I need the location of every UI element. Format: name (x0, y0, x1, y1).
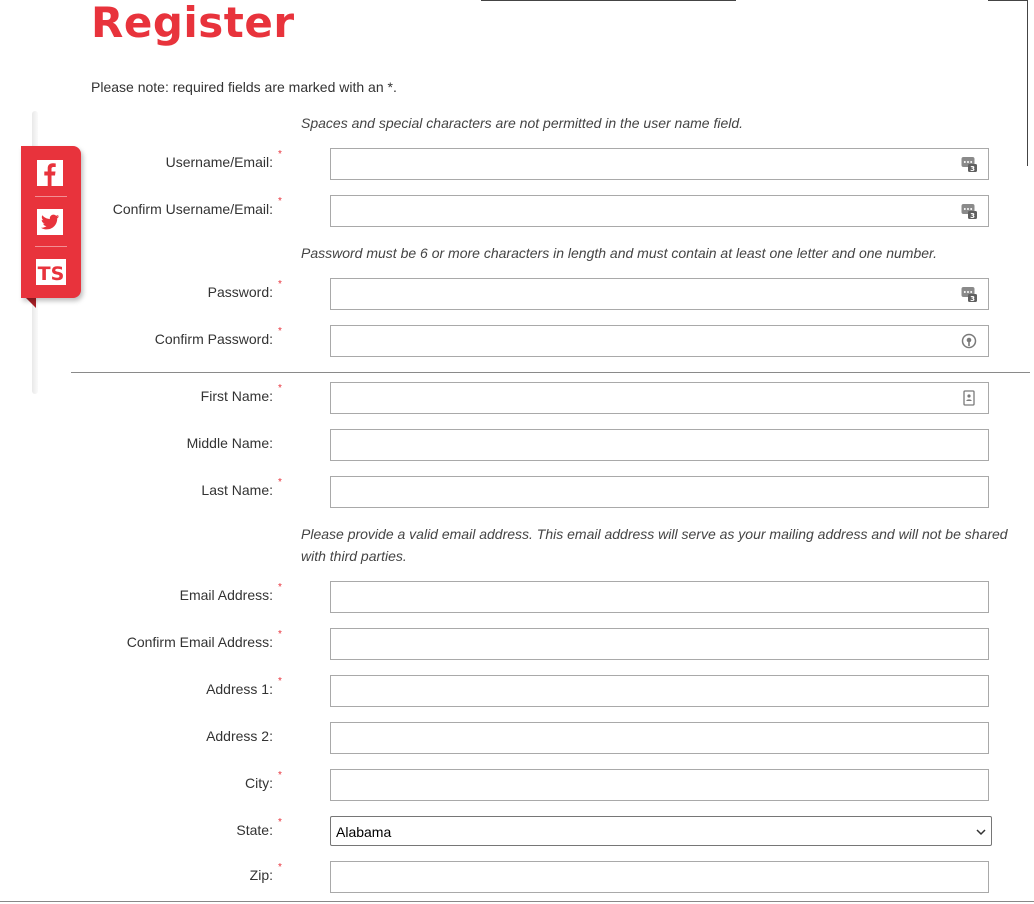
password-manager-icon[interactable] (961, 156, 977, 172)
required-asterisk: * (278, 676, 282, 687)
password-input[interactable] (330, 278, 989, 310)
confirm-email-field-wrapper (330, 628, 989, 660)
svg-text:3: 3 (970, 212, 975, 219)
state-select-box[interactable] (330, 816, 992, 846)
city-field-wrapper (330, 769, 989, 801)
confirm-username-label: Confirm Username/Email: (112, 201, 273, 217)
city-input[interactable] (330, 769, 989, 801)
page-title: Register (91, 0, 295, 47)
address1-input[interactable] (330, 675, 989, 707)
required-asterisk: * (278, 149, 282, 160)
svg-text:TS: TS (37, 263, 65, 285)
address1-field-wrapper (330, 675, 989, 707)
svg-text:3: 3 (970, 165, 975, 172)
confirm-password-field-wrapper (330, 325, 989, 357)
ts-logo-icon[interactable] (35, 257, 65, 287)
password-field-wrapper (330, 278, 989, 310)
username-field-wrapper (330, 148, 989, 180)
key-pin-icon[interactable] (961, 333, 977, 349)
state-selected-value: Alabama (336, 824, 392, 840)
password-manager-icon[interactable] (961, 203, 977, 219)
frame-line-right (1027, 0, 1028, 166)
confirm-email-input[interactable] (330, 628, 989, 660)
email-hint: Please provide a valid email address. This email address will serve as your mailing address and will not be shared with third parties. (301, 526, 1008, 564)
city-label: City: (245, 775, 273, 791)
address2-field-wrapper (330, 722, 989, 754)
frame-line-bottom (0, 901, 1034, 902)
password-manager-icon[interactable] (961, 286, 977, 302)
required-asterisk: * (278, 196, 282, 207)
email-field-wrapper (330, 581, 989, 613)
first-name-label: First Name: (200, 388, 273, 404)
required-asterisk: * (278, 477, 282, 488)
middle-name-label: Middle Name: (186, 435, 273, 451)
confirm-username-input[interactable] (330, 195, 989, 227)
contact-card-icon[interactable] (961, 390, 977, 406)
email-label: Email Address: (179, 587, 273, 603)
address1-label: Address 1: (206, 681, 273, 697)
chevron-down-icon (975, 826, 987, 838)
zip-label: Zip: (249, 867, 273, 883)
section-divider (71, 372, 1030, 373)
username-input[interactable] (330, 148, 989, 180)
last-name-input[interactable] (330, 476, 989, 508)
state-label: State: (236, 822, 273, 838)
share-separator (35, 246, 67, 247)
confirm-username-field-wrapper (330, 195, 989, 227)
state-select[interactable] (330, 816, 992, 846)
required-asterisk: * (278, 326, 282, 337)
frame-line-top (481, 0, 736, 1)
first-name-field-wrapper (330, 382, 989, 414)
required-fields-note: Please note: required fields are marked with an *. (91, 79, 397, 95)
required-asterisk: * (278, 629, 282, 640)
last-name-field-wrapper (330, 476, 989, 508)
middle-name-field-wrapper (330, 429, 989, 461)
password-label: Password: (207, 284, 273, 300)
frame-line-top-right (988, 0, 1028, 1)
address2-input[interactable] (330, 722, 989, 754)
required-asterisk: * (278, 279, 282, 290)
share-separator (35, 196, 67, 197)
svg-text:3: 3 (970, 295, 975, 302)
required-asterisk: * (278, 770, 282, 781)
password-hint: Password must be 6 or more characters in length and must contain at least one letter and one number. (301, 245, 938, 261)
middle-name-input[interactable] (330, 429, 989, 461)
first-name-input[interactable] (330, 382, 989, 414)
username-label: Username/Email: (165, 154, 273, 170)
required-asterisk: * (278, 582, 282, 593)
zip-input[interactable] (330, 861, 989, 893)
required-asterisk: * (278, 862, 282, 873)
last-name-label: Last Name: (201, 482, 273, 498)
username-hint: Spaces and special characters are not permitted in the user name field. (301, 115, 744, 131)
confirm-password-input[interactable] (330, 325, 989, 357)
required-asterisk: * (278, 817, 282, 828)
email-input[interactable] (330, 581, 989, 613)
zip-field-wrapper (330, 861, 989, 893)
address2-label: Address 2: (206, 728, 273, 744)
required-asterisk: * (278, 383, 282, 394)
confirm-email-label: Confirm Email Address: (126, 634, 273, 650)
confirm-password-label: Confirm Password: (154, 331, 273, 347)
